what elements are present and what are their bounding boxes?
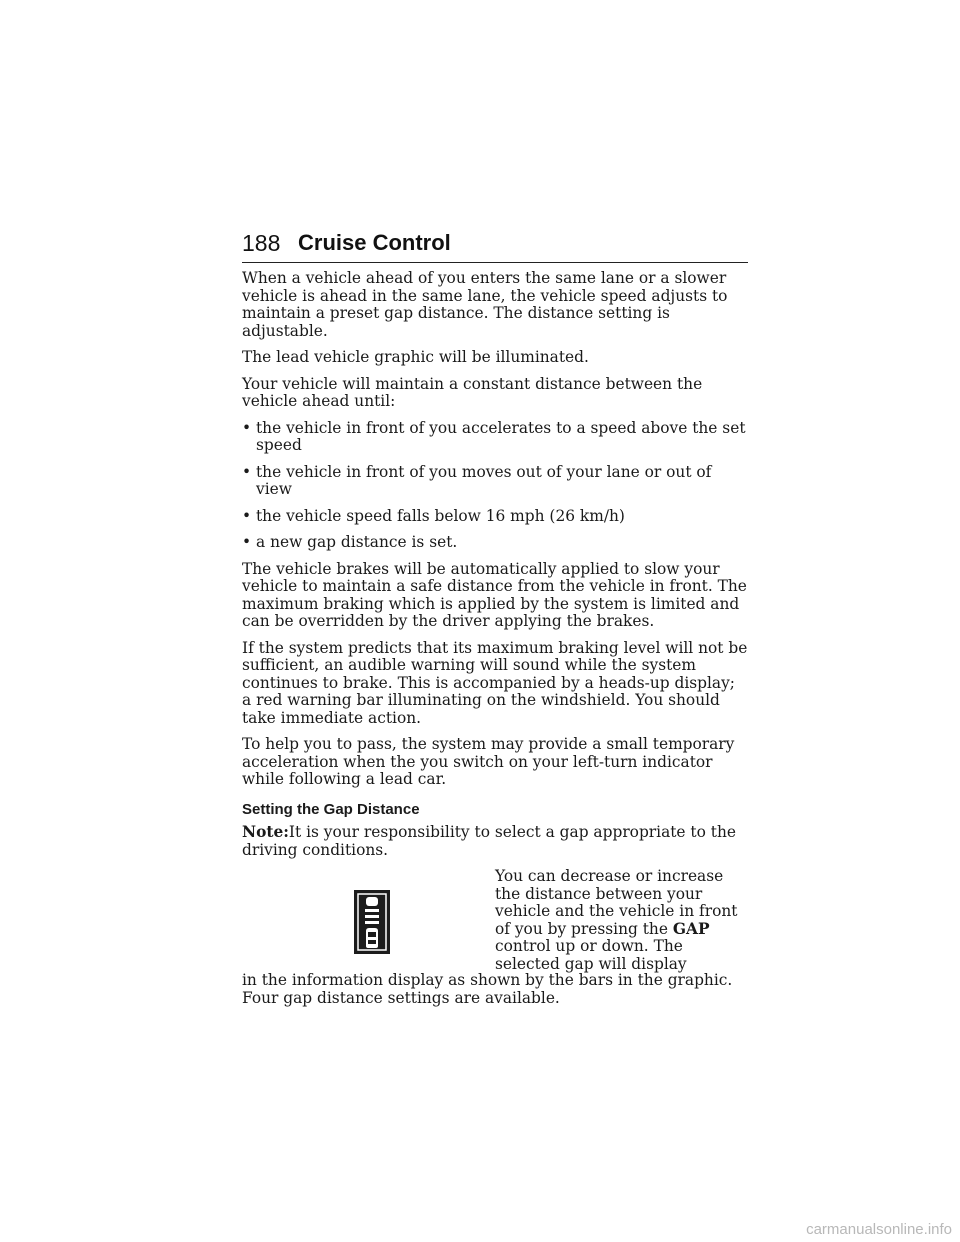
- gap-keyword: GAP: [672, 919, 710, 938]
- page-header: [242, 228, 748, 263]
- bullet-icon: •: [242, 506, 252, 525]
- bullet-list: [242, 420, 748, 552]
- list-item: • the vehicle speed falls below 16 mph (26 km/h): [242, 506, 625, 525]
- paragraph: Your vehicle will maintain a constant distance between the vehicle ahead until:: [242, 374, 703, 410]
- section-title: Cruise Control: [298, 230, 451, 255]
- paragraph: If the system predicts that its maximum braking level will not be sufficient, an audible warning will sound while the system continues to brake. This is accompanied by a heads-up display; a red warning bar illuminating on the windshield. You should take immediate action.: [242, 638, 748, 727]
- paragraph: The lead vehicle graphic will be illuminated.: [242, 348, 589, 366]
- note-text: It is your responsibility to select a gap appropriate to the driving conditions.: [242, 823, 736, 859]
- list-item: • a new gap distance is set.: [242, 533, 458, 551]
- note-label: Note:: [242, 823, 289, 841]
- list-item: • the vehicle in front of you moves out of your lane or out of view: [242, 462, 712, 498]
- paragraph: When a vehicle ahead of you enters the same lane or a slower vehicle is ahead in the same lane, the vehicle speed adjusts to maintain a preset gap distance. The distance setting is adjustable.: [242, 269, 728, 340]
- page-number: 188: [242, 230, 281, 256]
- gap-distance-block: [242, 868, 748, 972]
- paragraph: in the information display as shown by the bars in the graphic. Four gap distance settings are available.: [242, 971, 733, 1007]
- subheading: Setting the Gap Distance: [242, 800, 420, 818]
- watermark: carmanualsonline.info: [806, 1221, 952, 1238]
- bullet-icon: •: [242, 533, 252, 551]
- gap-distance-icon: [354, 890, 390, 954]
- bullet-icon: •: [242, 418, 252, 437]
- page-content: [242, 270, 748, 1016]
- gap-description: You can decrease or increase the distance between your vehicle and the vehicle in front of you by pressing the GAP control up or down. The selected gap will display: [495, 867, 738, 973]
- list-item: • the vehicle in front of you accelerates to a speed above the set speed: [242, 418, 746, 454]
- note: [242, 824, 748, 859]
- bullet-icon: •: [242, 462, 252, 481]
- paragraph: The vehicle brakes will be automatically applied to slow your vehicle to maintain a safe distance from the vehicle in front. The maximum braking which is applied by the system is limited and can be overridden by the driver applying the brakes.: [242, 559, 747, 630]
- paragraph: To help you to pass, the system may provide a small temporary acceleration when the you switch on your left-turn indicator while following a lead car.: [242, 735, 735, 788]
